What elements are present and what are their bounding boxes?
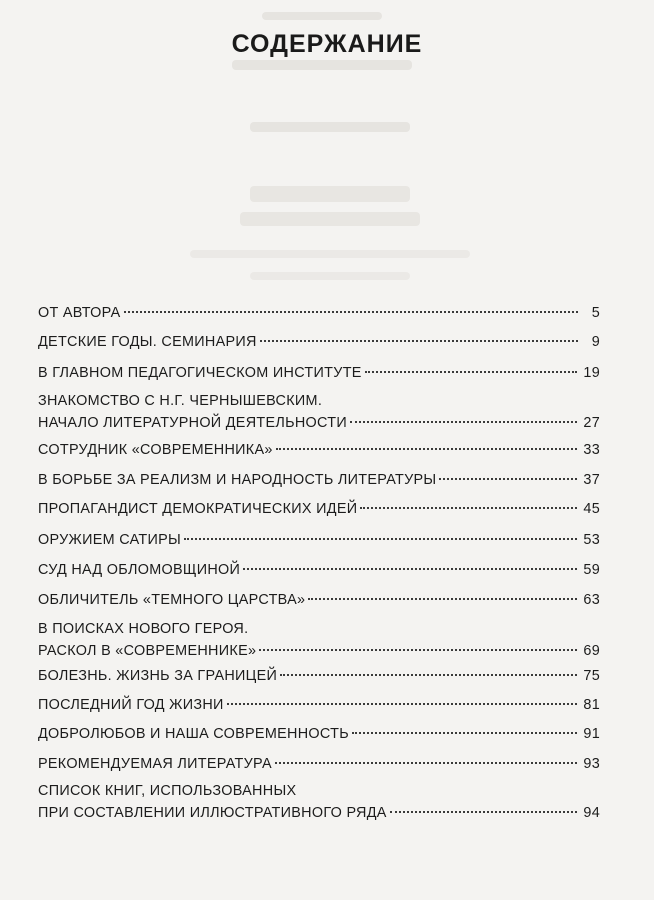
toc-entry	[38, 559, 600, 581]
toc-entry-title: ПОСЛЕДНИЙ ГОД ЖИЗНИ	[38, 697, 224, 713]
toc-entry-line	[38, 362, 600, 384]
toc-entry-title: В ПОИСКАХ НОВОГО ГЕРОЯ.	[38, 621, 249, 637]
toc-page-number: 69	[583, 643, 600, 659]
bleed-through-mark	[250, 122, 410, 132]
toc-entry-line	[38, 331, 600, 353]
toc-entry	[38, 469, 600, 491]
toc-entry-line	[38, 529, 600, 551]
bleed-through-mark	[250, 186, 410, 202]
toc-entry	[38, 753, 600, 775]
dot-leader	[227, 702, 578, 705]
toc-entry-line	[38, 665, 600, 687]
toc-page-number: 45	[583, 501, 600, 517]
dot-leader	[439, 477, 577, 480]
toc-entry-line	[38, 640, 600, 662]
toc-entry-title: ДЕТСКИЕ ГОДЫ. СЕМИНАРИЯ	[38, 334, 257, 350]
toc-entry-title: СУД НАД ОБЛОМОВЩИНОЙ	[38, 562, 241, 578]
toc-page-number: 75	[583, 668, 600, 684]
dot-leader	[276, 447, 578, 450]
page-title: СОДЕРЖАНИЕ	[231, 30, 423, 58]
dot-leader	[365, 370, 578, 373]
toc-entry-title: РАСКОЛ В «СОВРЕМЕННИКЕ»	[38, 643, 257, 659]
toc-entry-title: ЗНАКОМСТВО С Н.Г. ЧЕРНЫШЕВСКИМ.	[38, 393, 323, 409]
toc-entry-line	[38, 390, 600, 412]
bleed-through-mark	[232, 60, 412, 70]
toc-entry	[38, 723, 600, 745]
toc-entry-title: НАЧАЛО ЛИТЕРАТУРНОЙ ДЕЯТЕЛЬНОСТИ	[38, 415, 347, 431]
dot-leader	[352, 731, 577, 734]
toc-entry-title: РЕКОМЕНДУЕМАЯ ЛИТЕРАТУРА	[38, 756, 272, 772]
toc-entry-title: ОРУЖИЕМ САТИРЫ	[38, 532, 182, 548]
toc-page-number: 91	[583, 726, 600, 742]
dot-leader	[360, 506, 577, 509]
toc-entry-title: СОТРУДНИК «СОВРЕМЕННИКА»	[38, 442, 273, 458]
toc-page-number: 53	[583, 532, 600, 548]
toc-entry-line	[38, 694, 600, 716]
toc-entry-line	[38, 618, 600, 640]
toc-entry-line	[38, 723, 600, 745]
dot-leader	[184, 537, 577, 540]
toc-entry-line	[38, 559, 600, 581]
toc-entry-title: ДОБРОЛЮБОВ И НАША СОВРЕМЕННОСТЬ	[38, 726, 349, 742]
dot-leader	[308, 597, 577, 600]
dot-leader	[280, 673, 577, 676]
toc-entry-title: ОБЛИЧИТЕЛЬ «ТЕМНОГО ЦАРСТВА»	[38, 592, 306, 608]
toc-entry-title: ОТ АВТОРА	[38, 305, 121, 321]
toc-entry	[38, 439, 600, 461]
toc-entry-line	[38, 439, 600, 461]
toc-entry-line	[38, 469, 600, 491]
toc-entry-line	[38, 589, 600, 611]
toc-page-number: 81	[583, 697, 600, 713]
toc-entry	[38, 529, 600, 551]
dot-leader	[259, 648, 577, 651]
toc-entry-title: ПРИ СОСТАВЛЕНИИ ИЛЛЮСТРАТИВНОГО РЯДА	[38, 805, 387, 821]
toc-entry-line	[38, 302, 600, 324]
toc-entry	[38, 331, 600, 353]
toc-entry	[38, 362, 600, 384]
toc-entry	[38, 589, 600, 611]
toc-entry	[38, 618, 600, 662]
toc-page-number: 27	[583, 415, 600, 431]
toc-entry	[38, 694, 600, 716]
toc-page-number: 9	[591, 334, 600, 350]
dot-leader	[124, 310, 579, 313]
dot-leader	[350, 420, 577, 423]
toc-entry-line	[38, 498, 600, 520]
toc-entry-title: В ГЛАВНОМ ПЕДАГОГИЧЕСКОМ ИНСТИТУТЕ	[38, 365, 362, 381]
dot-leader	[275, 761, 578, 764]
toc-entry	[38, 498, 600, 520]
toc-entry-title: В БОРЬБЕ ЗА РЕАЛИЗМ И НАРОДНОСТЬ ЛИТЕРАТУРЫ	[38, 472, 437, 488]
toc-page-number: 94	[583, 805, 600, 821]
toc-entry-title: ПРОПАГАНДИСТ ДЕМОКРАТИЧЕСКИХ ИДЕЙ	[38, 501, 358, 517]
toc-page-number: 19	[583, 365, 600, 381]
toc-page-number: 37	[583, 472, 600, 488]
toc-entry	[38, 665, 600, 687]
toc-page-number: 63	[583, 592, 600, 608]
toc-entry-line	[38, 753, 600, 775]
toc-entry-line	[38, 802, 600, 824]
toc-page-number: 5	[591, 305, 600, 321]
toc-entry	[38, 780, 600, 824]
toc-entry-title: БОЛЕЗНЬ. ЖИЗНЬ ЗА ГРАНИЦЕЙ	[38, 668, 278, 684]
bleed-through-mark	[190, 250, 470, 258]
dot-leader	[260, 339, 578, 342]
bleed-through-mark	[240, 212, 420, 226]
toc-page-number: 33	[583, 442, 600, 458]
bleed-through-mark	[250, 272, 410, 280]
dot-leader	[243, 567, 577, 570]
toc-entry	[38, 302, 600, 324]
toc-entry-line	[38, 780, 600, 802]
toc-entry-title: СПИСОК КНИГ, ИСПОЛЬЗОВАННЫХ	[38, 783, 297, 799]
bleed-through-mark	[262, 12, 382, 20]
toc-entry	[38, 390, 600, 434]
toc-entry-line	[38, 412, 600, 434]
toc-page-number: 59	[583, 562, 600, 578]
toc-page-number: 93	[583, 756, 600, 772]
dot-leader	[390, 810, 578, 813]
